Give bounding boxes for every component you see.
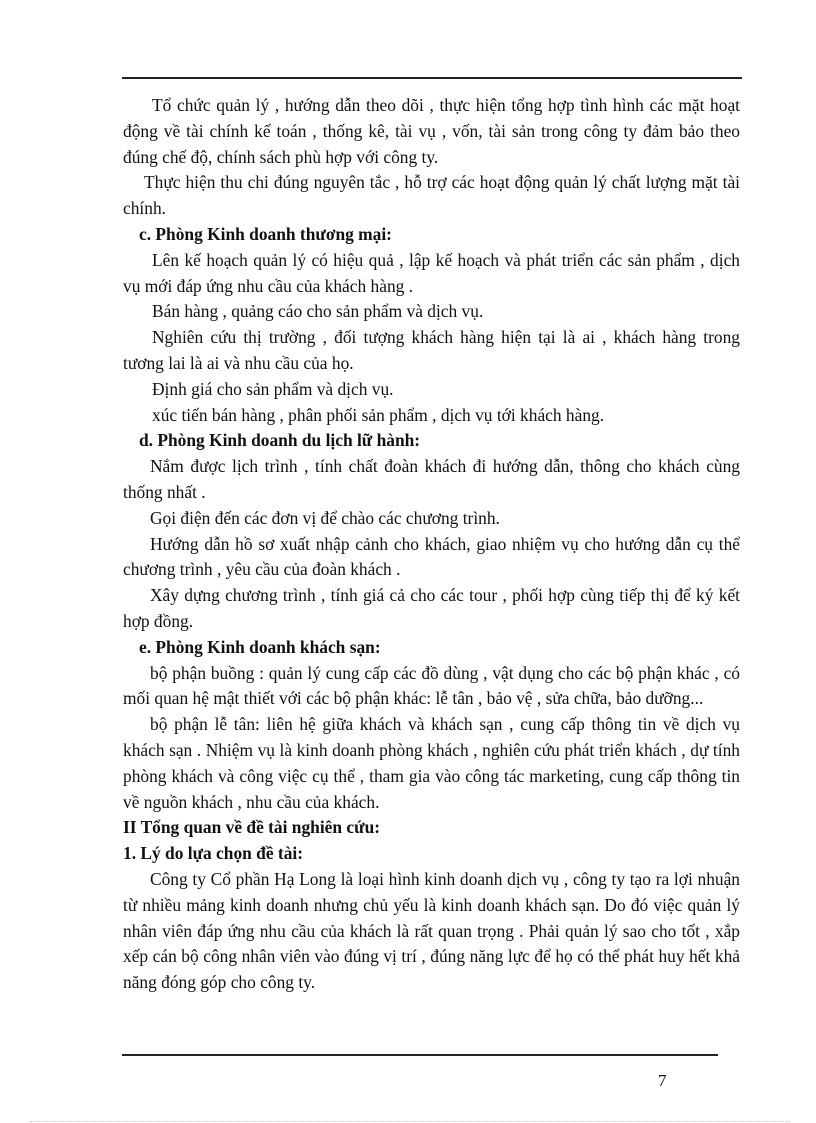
paragraph: Nghiên cứu thị trường , đối tượng khách hàng hiện tại là ai , khách hàng trong tương lai là ai và nhu cầu của họ.: [123, 327, 740, 373]
page-body: [123, 93, 740, 996]
section-heading-ii: II Tổng quan về đề tài nghiên cứu:: [123, 817, 381, 838]
paragraph: Nắm được lịch trình , tính chất đoàn khách đi hướng dẫn, thông cho khách cùng thống nhất .: [123, 456, 740, 502]
paragraph: Xây dựng chương trình , tính giá cả cho các tour , phối hợp cùng tiếp thị để ký kết hợp đồng.: [123, 585, 740, 631]
section-heading-e: e. Phòng Kinh doanh khách sạn:: [139, 636, 381, 657]
paragraph: xúc tiến bán hàng , phân phối sản phẩm , dịch vụ tới khách hàng.: [152, 404, 605, 425]
section-heading-d: d. Phòng Kinh doanh du lịch lữ hành:: [139, 430, 421, 451]
paragraph: Công ty Cổ phần Hạ Long là loại hình kinh doanh dịch vụ , công ty tạo ra lợi nhuận từ nhiều mảng kinh doanh nhưng chủ yếu là kinh doanh khách sạn. Do đó việc quản lý nhân viên đáp ứng nhu cầu của khách là rất quan trọng . Phải quản lý sao cho tốt , xắp xếp cán bộ công nhân viên vào đúng vị trí , đúng năng lực để họ có thể phát huy hết khả năng đóng góp cho công ty.: [123, 868, 740, 993]
paragraph: Định giá cho sản phẩm và dịch vụ.: [152, 378, 394, 399]
page-edge-dotted-line: [30, 1121, 790, 1122]
paragraph: Hướng dẫn hồ sơ xuất nhập cảnh cho khách, giao nhiệm vụ cho hướng dẫn cụ thể chương trình , yêu cầu của đoàn khách .: [123, 533, 740, 580]
paragraph: bộ phận buồng : quản lý cung cấp các đồ dùng , vật dụng cho các bộ phận khác , có mối quan hệ mật thiết với các bộ phận khác: lễ tân , bảo vệ , sửa chữa, bảo dưỡng...: [123, 662, 740, 709]
paragraph: Tổ chức quản lý , hướng dẫn theo dõi , thực hiện tổng hợp tình hình các mặt hoạt động về tài chính kế toán , thống kê, tài vụ , vốn, tài sản trong công ty đảm bảo theo đúng chế độ, chính sách phù hợp với công ty.: [123, 95, 740, 167]
subsection-heading-1: 1. Lý do lựa chọn đề tài:: [123, 843, 304, 864]
footer-rule: [122, 1054, 718, 1056]
section-heading-c: c. Phòng Kinh doanh thương mại:: [139, 223, 392, 244]
page-number: 7: [658, 1071, 667, 1090]
paragraph: Thực hiện thu chi đúng nguyên tắc , hỗ trợ các hoạt động quản lý chất lượng mặt tài chính.: [123, 172, 740, 219]
paragraph: Gọi điện đến các đơn vị để chào các chương trình.: [150, 507, 500, 528]
paragraph: Bán hàng , quảng cáo cho sản phẩm và dịch vụ.: [152, 301, 484, 322]
header-rule: [122, 77, 742, 79]
paragraph: bộ phận lễ tân: liên hệ giữa khách và khách sạn , cung cấp thông tin về dịch vụ khách sạn . Nhiệm vụ là kinh doanh phòng khách , nghiên cứu phát triển khách , dự tính phòng khách và công việc cụ thể , tham gia vào công tác marketing, cung cấp thông tin về nguồn khách , nhu cầu của khách.: [123, 714, 740, 812]
paragraph: Lên kế hoạch quản lý có hiệu quả , lập kế hoạch và phát triển các sản phẩm , dịch vụ mới đáp ứng nhu cầu của khách hàng .: [123, 249, 740, 296]
